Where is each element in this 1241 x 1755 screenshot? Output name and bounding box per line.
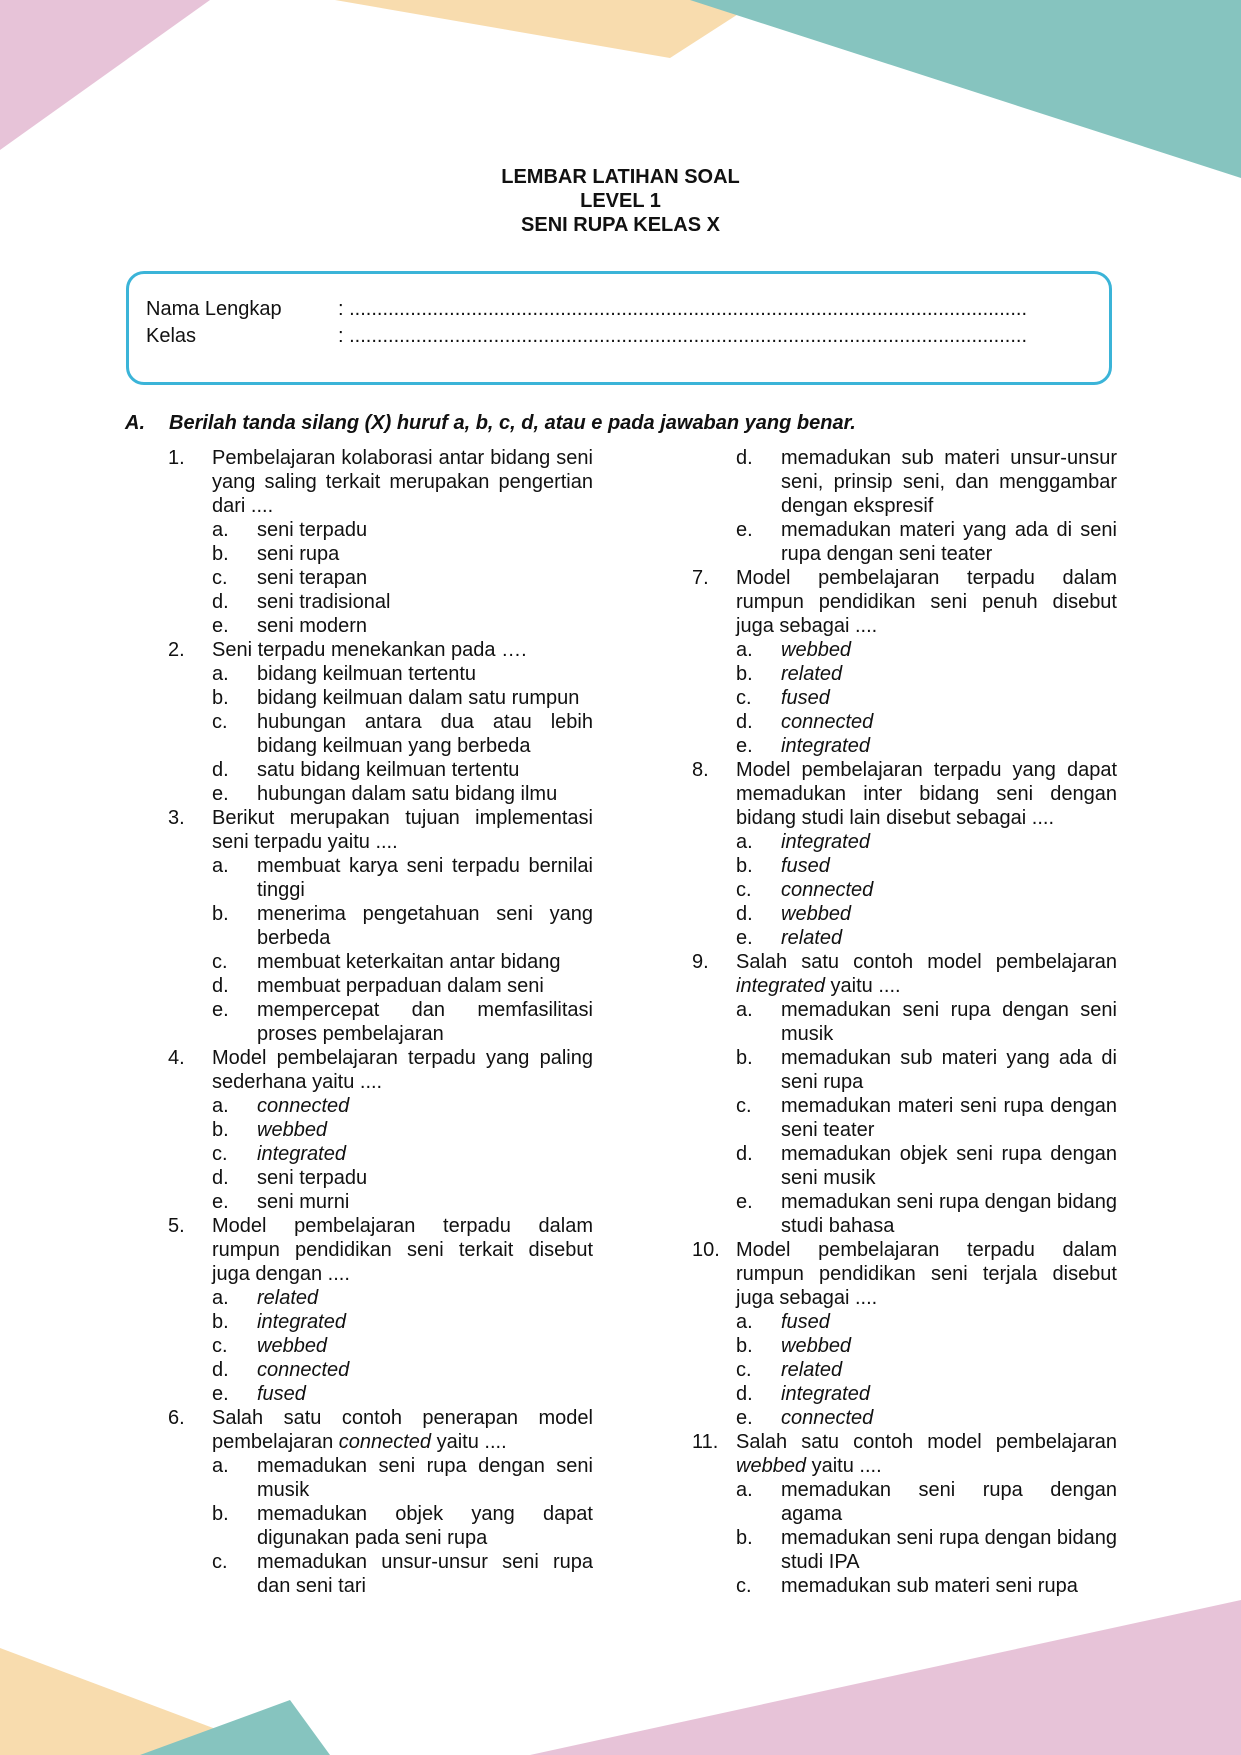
question-text — [212, 1406, 593, 1454]
option-letter: a. — [212, 663, 229, 685]
question-text: Model pembelajaran terpadu yang paling sederhana yaitu .... — [212, 1047, 593, 1093]
answer-option[interactable] — [168, 998, 593, 1046]
question-number: 3. — [168, 807, 185, 829]
option-text: memadukan objek seni rupa dengan seni musik — [781, 1143, 1117, 1189]
option-text: connected — [257, 1359, 350, 1381]
option-letter: a. — [736, 999, 753, 1021]
option-letter: a. — [212, 1287, 229, 1309]
option-text: seni terpadu — [257, 1167, 368, 1189]
answer-option[interactable] — [692, 902, 1117, 926]
name-field[interactable]: : .......................................................................................................................... — [338, 298, 1028, 320]
option-letter: a. — [212, 1095, 229, 1117]
answer-option[interactable] — [168, 974, 593, 998]
option-text: memadukan sub materi yang ada di seni rupa — [781, 1047, 1117, 1093]
option-text: memadukan seni rupa dengan bidang studi IPA — [781, 1527, 1117, 1573]
option-text: webbed — [257, 1119, 328, 1141]
option-letter: d. — [212, 591, 229, 613]
option-text: memadukan seni rupa dengan bidang studi bahasa — [781, 1191, 1117, 1237]
class-field[interactable]: : .......................................................................................................................... — [338, 325, 1028, 347]
option-text: seni modern — [257, 615, 368, 637]
option-letter: b. — [212, 687, 229, 709]
answer-option[interactable] — [692, 998, 1117, 1046]
answer-option[interactable] — [692, 1334, 1117, 1358]
answer-option[interactable] — [168, 950, 593, 974]
question-item — [692, 950, 1117, 998]
question-term: connected — [338, 1431, 432, 1453]
question-item — [168, 806, 593, 854]
option-text: webbed — [781, 903, 852, 925]
option-text: seni rupa — [257, 543, 340, 565]
option-letter: a. — [212, 1455, 229, 1477]
option-text: memadukan seni rupa dengan seni musik — [257, 1455, 593, 1501]
option-letter: a. — [736, 639, 753, 661]
option-letter: c. — [736, 879, 752, 901]
question-item — [168, 1406, 593, 1454]
option-text: memadukan unsur-unsur seni rupa dan seni tari — [257, 1551, 593, 1597]
answer-option[interactable] — [168, 1142, 593, 1166]
option-letter: e. — [736, 735, 753, 757]
option-text: integrated — [257, 1143, 346, 1165]
option-text: memadukan seni rupa dengan seni musik — [781, 999, 1117, 1045]
section-marker: A. — [125, 412, 145, 434]
instruction-text: Berilah tanda silang (X) huruf a, b, c, d, atau e pada jawaban yang benar. — [169, 412, 856, 434]
option-letter: e. — [212, 1191, 229, 1213]
question-number: 8. — [692, 759, 709, 781]
right-column — [692, 446, 1117, 1598]
question-text-part: Salah satu contoh model pembelajaran — [736, 951, 1117, 973]
option-letter: d. — [212, 759, 229, 781]
answer-option[interactable] — [168, 686, 593, 710]
question-text: Model pembelajaran terpadu dalam rumpun pendidikan seni penuh disebut juga sebagai .... — [736, 567, 1117, 637]
question-text: Berikut merupakan tujuan implementasi seni terpadu yaitu .... — [212, 807, 593, 853]
question-number: 6. — [168, 1407, 185, 1429]
option-letter: d. — [736, 447, 753, 469]
answer-option[interactable] — [168, 662, 593, 686]
option-text: integrated — [781, 831, 870, 853]
question-text-part: yaitu .... — [806, 1455, 882, 1477]
option-letter: b. — [212, 543, 229, 565]
option-text: mempercepat dan memfasilitasi proses pembelajaran — [257, 999, 593, 1045]
option-letter: c. — [212, 1335, 228, 1357]
option-letter: b. — [212, 903, 229, 925]
pink-triangle-top-left — [0, 0, 210, 150]
answer-option[interactable] — [692, 1310, 1117, 1334]
answer-option[interactable] — [692, 1478, 1117, 1526]
option-text: integrated — [781, 735, 870, 757]
option-letter: e. — [212, 783, 229, 805]
question-text: Model pembelajaran terpadu dalam rumpun pendidikan seni terkait disebut juga dengan .... — [212, 1215, 593, 1285]
option-text: seni murni — [257, 1191, 350, 1213]
question-item — [692, 566, 1117, 638]
answer-option[interactable] — [168, 590, 593, 614]
option-letter: b. — [736, 1335, 753, 1357]
answer-option[interactable] — [168, 1382, 593, 1406]
option-letter: c. — [736, 1359, 752, 1381]
answer-option[interactable] — [692, 446, 1117, 518]
answer-option[interactable] — [692, 1574, 1117, 1598]
question-item — [692, 758, 1117, 830]
answer-option[interactable] — [692, 830, 1117, 854]
option-letter: b. — [736, 1527, 753, 1549]
question-item — [168, 1214, 593, 1286]
option-letter: e. — [212, 1383, 229, 1405]
option-text: hubungan antara dua atau lebih bidang keilmuan yang berbeda — [257, 711, 593, 757]
answer-option[interactable] — [168, 1118, 593, 1142]
question-text-part: yaitu .... — [431, 1431, 507, 1453]
option-text: seni terapan — [257, 567, 368, 589]
answer-option[interactable] — [692, 518, 1117, 566]
answer-option[interactable] — [168, 1310, 593, 1334]
option-letter: a. — [736, 831, 753, 853]
option-text: seni tradisional — [257, 591, 391, 613]
option-letter: d. — [736, 711, 753, 733]
title-line-1: LEMBAR LATIHAN SOAL — [501, 166, 740, 188]
option-text: memadukan sub materi seni rupa — [781, 1575, 1078, 1597]
question-item — [168, 446, 593, 518]
answer-option[interactable] — [692, 686, 1117, 710]
pink-triangle-bottom-right — [530, 1600, 1241, 1755]
question-number: 10. — [692, 1239, 720, 1261]
question-text — [736, 1430, 1117, 1478]
answer-option[interactable] — [692, 1382, 1117, 1406]
option-text: connected — [781, 1407, 874, 1429]
name-row — [146, 296, 1027, 322]
question-text: Pembelajaran kolaborasi antar bidang seni yang saling terkait merupakan pengertian dari .... — [212, 447, 593, 517]
answer-option[interactable] — [692, 638, 1117, 662]
question-text — [736, 950, 1117, 998]
option-text: related — [781, 663, 843, 685]
answer-option[interactable] — [692, 1358, 1117, 1382]
question-item — [692, 1430, 1117, 1478]
question-text: Model pembelajaran terpadu yang dapat memadukan inter bidang seni dengan bidang studi lain disebut sebagai .... — [736, 759, 1117, 829]
option-text: related — [781, 1359, 843, 1381]
option-letter: b. — [212, 1503, 229, 1525]
answer-option[interactable] — [168, 1550, 593, 1598]
answer-option[interactable] — [692, 1526, 1117, 1574]
option-letter: b. — [212, 1119, 229, 1141]
answer-option[interactable] — [168, 566, 593, 590]
option-text: seni terpadu — [257, 519, 368, 541]
answer-option[interactable] — [168, 518, 593, 542]
question-text-part: Salah satu contoh penerapan model pembelajaran — [212, 1407, 593, 1453]
answer-option[interactable] — [692, 662, 1117, 686]
document-title — [0, 165, 1241, 237]
answer-option[interactable] — [168, 854, 593, 902]
option-text: connected — [781, 879, 874, 901]
answer-option[interactable] — [168, 1358, 593, 1382]
question-number: 1. — [168, 447, 185, 469]
option-text: fused — [781, 687, 830, 709]
answer-option[interactable] — [168, 1334, 593, 1358]
option-letter: d. — [212, 1359, 229, 1381]
option-text: webbed — [781, 1335, 852, 1357]
option-letter: d. — [212, 1167, 229, 1189]
option-text: webbed — [257, 1335, 328, 1357]
answer-option[interactable] — [168, 902, 593, 950]
option-text: memadukan materi seni rupa dengan seni teater — [781, 1095, 1117, 1141]
left-column — [168, 446, 593, 1598]
question-number: 9. — [692, 951, 709, 973]
option-letter: c. — [736, 1095, 752, 1117]
option-text: integrated — [257, 1311, 346, 1333]
option-text: related — [781, 927, 843, 949]
title-line-3: SENI RUPA KELAS X — [521, 214, 720, 236]
answer-option[interactable] — [692, 878, 1117, 902]
answer-option[interactable] — [168, 758, 593, 782]
option-text: menerima pengetahuan seni yang berbeda — [257, 903, 593, 949]
option-text: webbed — [781, 639, 852, 661]
option-letter: c. — [212, 711, 228, 733]
answer-option[interactable] — [692, 1142, 1117, 1190]
answer-option[interactable] — [168, 782, 593, 806]
option-letter: b. — [736, 1047, 753, 1069]
option-text: membuat karya seni terpadu bernilai tinggi — [257, 855, 593, 901]
question-term: integrated — [736, 975, 825, 997]
option-letter: e. — [736, 519, 753, 541]
option-text: satu bidang keilmuan tertentu — [257, 759, 520, 781]
option-text: bidang keilmuan dalam satu rumpun — [257, 687, 580, 709]
question-number: 2. — [168, 639, 185, 661]
option-letter: b. — [736, 663, 753, 685]
option-letter: b. — [736, 855, 753, 877]
title-line-2: LEVEL 1 — [580, 190, 661, 212]
option-letter: d. — [736, 903, 753, 925]
option-letter: c. — [212, 951, 228, 973]
peach-triangle-top — [335, 0, 760, 58]
answer-option[interactable] — [168, 1286, 593, 1310]
option-letter: c. — [212, 1551, 228, 1573]
answer-option[interactable] — [692, 1094, 1117, 1142]
option-letter: b. — [212, 1311, 229, 1333]
answer-option[interactable] — [692, 1046, 1117, 1094]
option-text: related — [257, 1287, 319, 1309]
option-letter: a. — [736, 1311, 753, 1333]
option-letter: a. — [212, 519, 229, 541]
question-number: 11. — [692, 1431, 719, 1453]
option-text: fused — [257, 1383, 306, 1405]
option-letter: d. — [212, 975, 229, 997]
option-text: bidang keilmuan tertentu — [257, 663, 477, 685]
name-label: Nama Lengkap — [146, 298, 282, 320]
option-text: connected — [781, 711, 874, 733]
answer-option[interactable] — [168, 614, 593, 638]
option-letter: d. — [736, 1383, 753, 1405]
answer-option[interactable] — [168, 1502, 593, 1550]
question-term: webbed — [736, 1455, 807, 1477]
option-text: connected — [257, 1095, 350, 1117]
option-text: memadukan seni rupa dengan agama — [781, 1479, 1117, 1525]
question-text: Seni terpadu menekankan pada …. — [212, 639, 527, 661]
option-letter: d. — [736, 1143, 753, 1165]
option-text: hubungan dalam satu bidang ilmu — [257, 783, 558, 805]
answer-option[interactable] — [168, 542, 593, 566]
answer-option[interactable] — [168, 1454, 593, 1502]
question-number: 4. — [168, 1047, 185, 1069]
class-label: Kelas — [146, 325, 197, 347]
answer-option[interactable] — [168, 1094, 593, 1118]
question-text-part: Salah satu contoh model pembelajaran — [736, 1431, 1117, 1453]
option-text: fused — [781, 855, 830, 877]
teal-triangle-top-right — [690, 0, 1241, 178]
option-letter: a. — [212, 855, 229, 877]
answer-option[interactable] — [168, 1190, 593, 1214]
answer-option[interactable] — [692, 926, 1117, 950]
question-item — [168, 1046, 593, 1094]
option-letter: e. — [212, 615, 229, 637]
option-text: membuat keterkaitan antar bidang — [257, 951, 561, 973]
question-number: 5. — [168, 1215, 185, 1237]
answer-option[interactable] — [168, 1166, 593, 1190]
option-letter: a. — [736, 1479, 753, 1501]
option-letter: e. — [212, 999, 229, 1021]
question-number: 7. — [692, 567, 709, 589]
answer-option[interactable] — [692, 734, 1117, 758]
option-letter: c. — [736, 1575, 752, 1597]
question-text-part: yaitu .... — [824, 975, 901, 997]
question-item — [692, 1238, 1117, 1310]
option-letter: c. — [212, 567, 228, 589]
answer-option[interactable] — [168, 710, 593, 758]
option-text: memadukan objek yang dapat digunakan pada seni rupa — [257, 1503, 593, 1549]
question-item — [168, 638, 593, 662]
option-letter: e. — [736, 927, 753, 949]
section-instruction — [125, 410, 856, 436]
answer-option[interactable] — [692, 854, 1117, 878]
student-info-box — [126, 271, 1112, 385]
question-text: Model pembelajaran terpadu dalam rumpun pendidikan seni terjala disebut juga sebagai .... — [736, 1239, 1117, 1309]
option-text: membuat perpaduan dalam seni — [257, 975, 544, 997]
option-text: integrated — [781, 1383, 870, 1405]
option-letter: e. — [736, 1191, 753, 1213]
option-letter: c. — [736, 687, 752, 709]
answer-option[interactable] — [692, 1190, 1117, 1238]
option-letter: c. — [212, 1143, 228, 1165]
option-letter: e. — [736, 1407, 753, 1429]
class-row — [146, 323, 1027, 349]
answer-option[interactable] — [692, 1406, 1117, 1430]
answer-option[interactable] — [692, 710, 1117, 734]
option-text: memadukan materi yang ada di seni rupa dengan seni teater — [781, 519, 1117, 565]
option-text: fused — [781, 1311, 830, 1333]
option-text: memadukan sub materi unsur-unsur seni, prinsip seni, dan menggambar dengan ekspresif — [781, 447, 1117, 517]
